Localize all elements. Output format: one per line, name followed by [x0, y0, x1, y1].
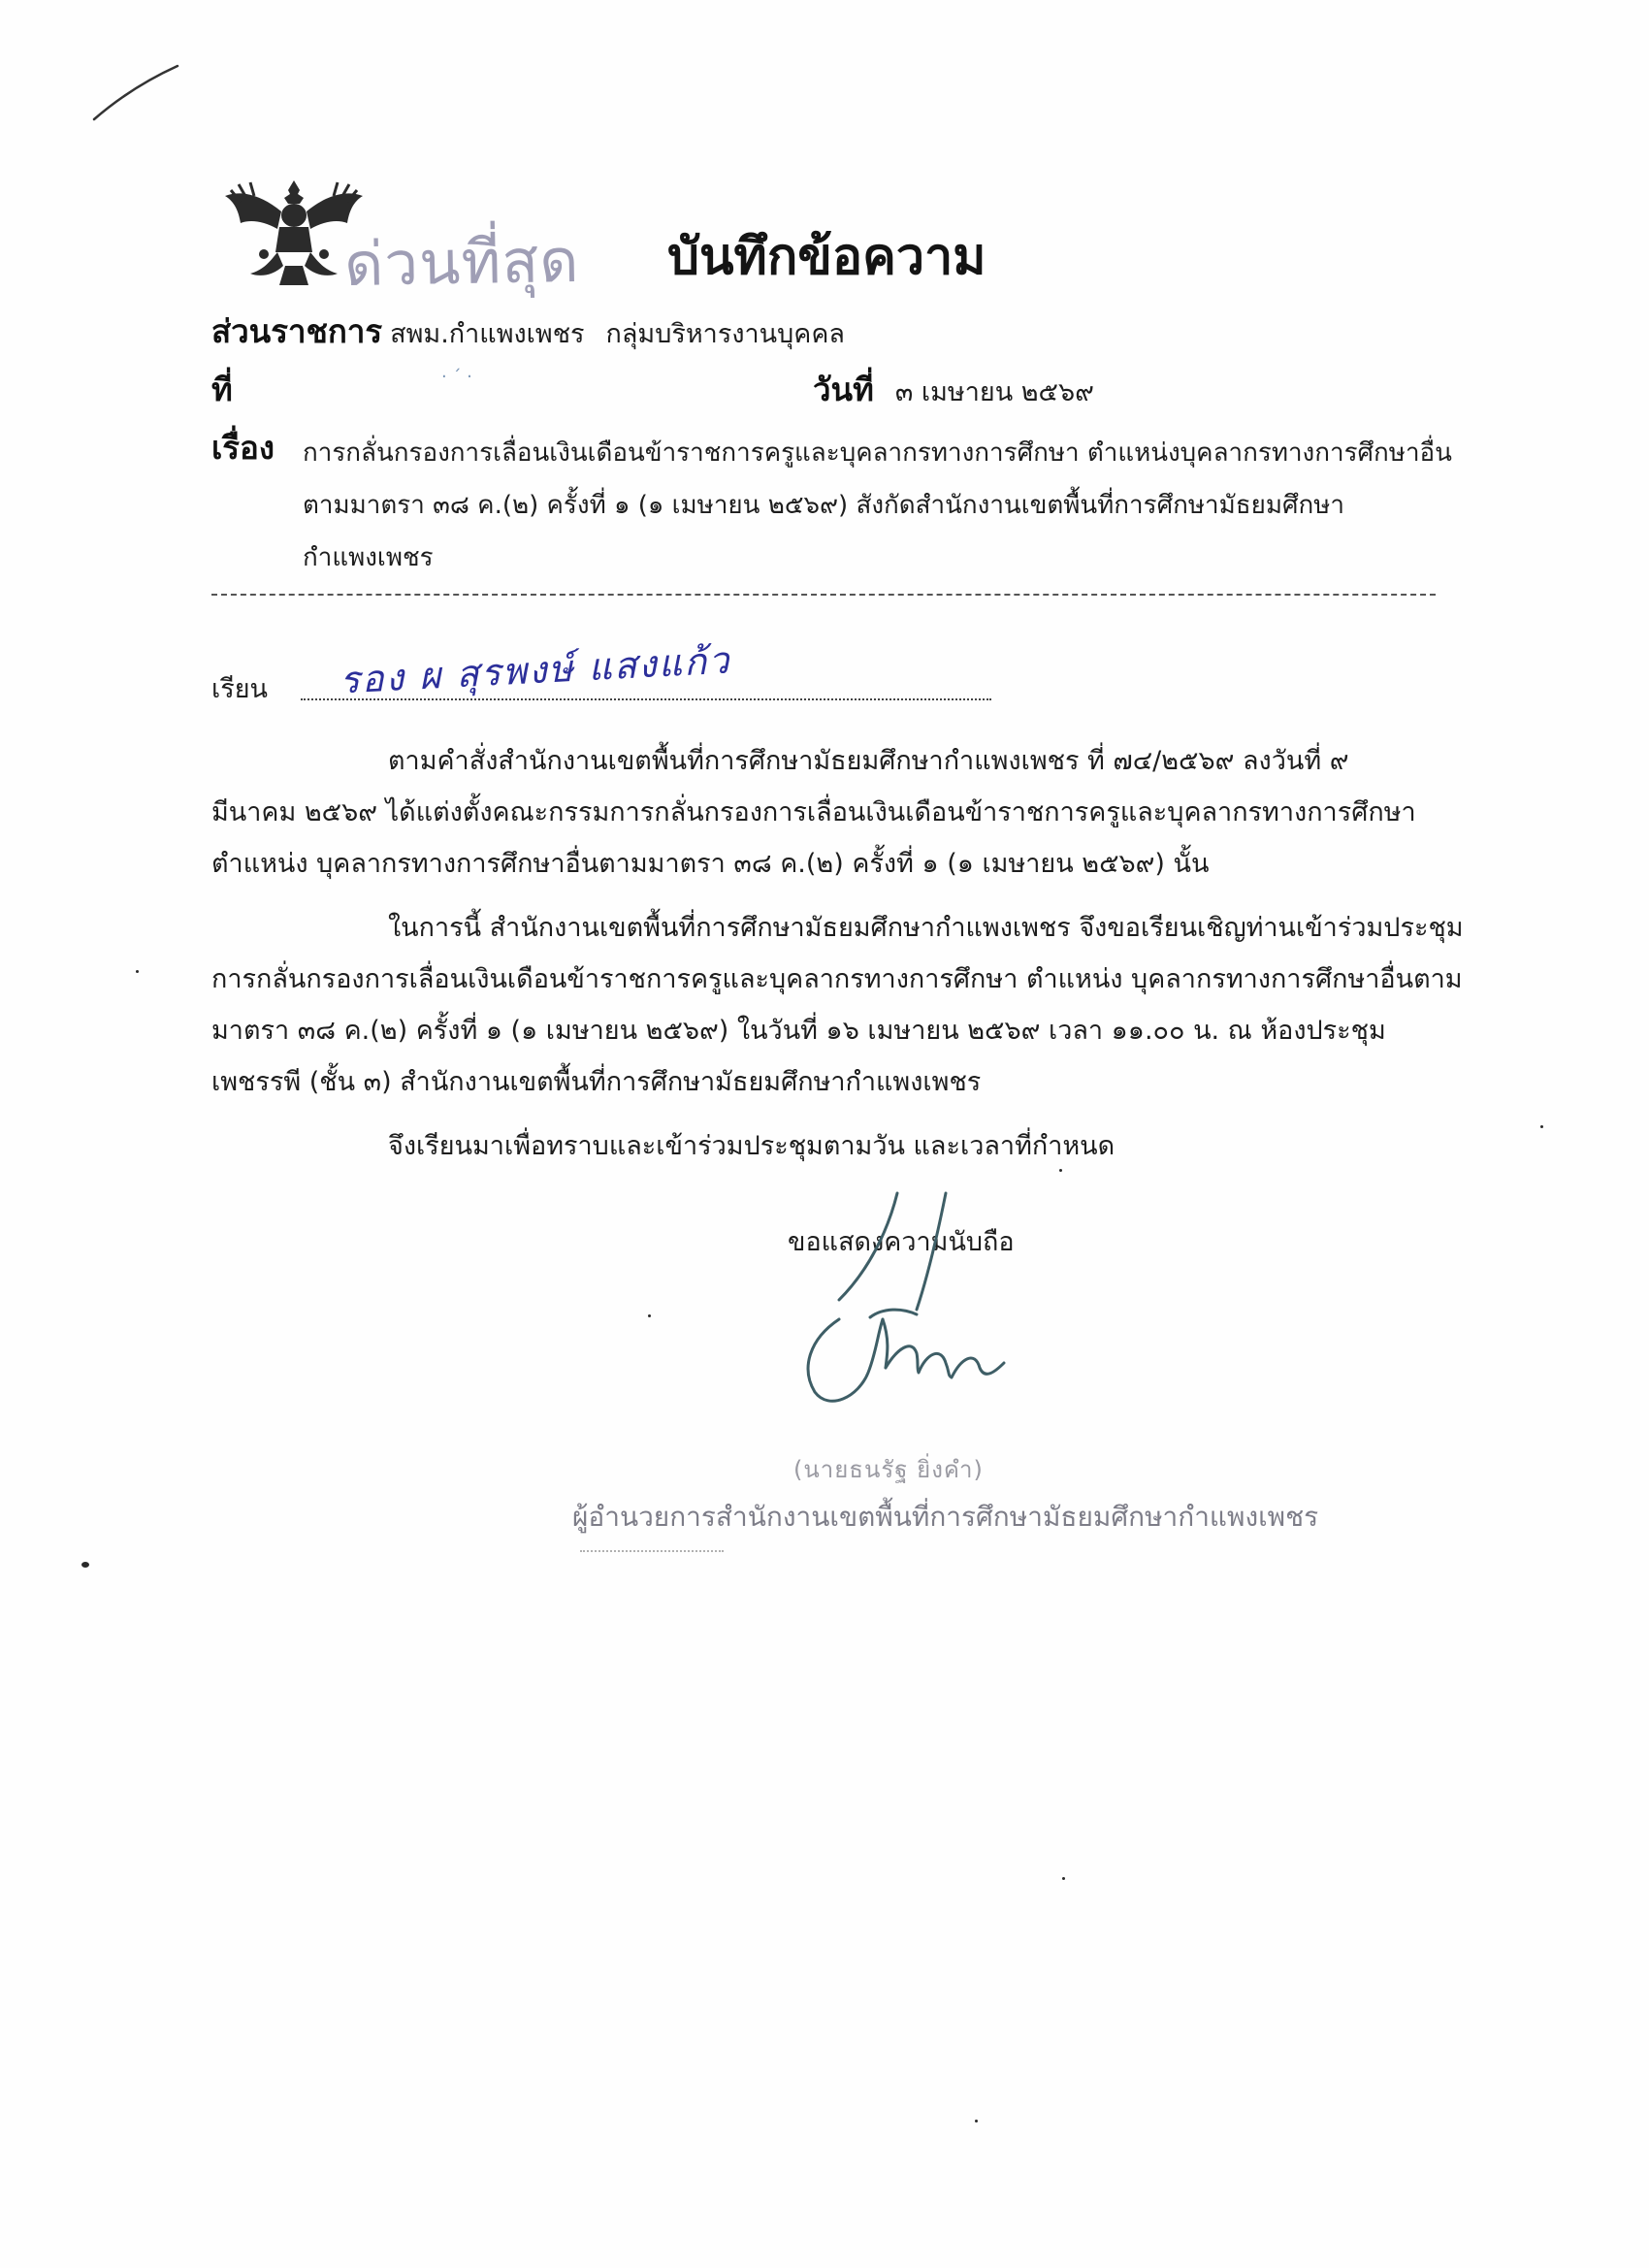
date-line: [813, 364, 1094, 415]
header-separator: [211, 594, 1436, 596]
body-line: ตำแหน่ง บุคลากรทางการศึกษาอื่นตามมาตรา ๓๘ ค.(๒) ครั้งที่ ๑ (๑ เมษายน ๒๕๖๙) นั้น: [211, 849, 1210, 879]
body-paragraph-3: [211, 1120, 1502, 1172]
date-label: วันที่: [813, 371, 874, 408]
body-paragraph-1: [211, 735, 1502, 890]
position-underline: [580, 1550, 724, 1552]
body-line: ในการนี้ สำนักงานเขตพื้นที่การศึกษามัธยมศึกษากำแพงเพชร จึงขอเรียนเชิญท่านเข้าร่วมประชุม: [388, 913, 1464, 943]
scan-speck: [975, 2120, 978, 2122]
subject-text: [303, 427, 1515, 584]
agency-group: กลุ่มบริหารงานบุคคล: [605, 319, 845, 349]
subject-line: กำแพงเพชร: [303, 543, 434, 572]
urgent-stamp: ด่วนที่สุด: [343, 224, 581, 301]
body-line: ตามคำสั่งสำนักงานเขตพื้นที่การศึกษามัธยมศึกษากำแพงเพชร ที่ ๗๔/๒๕๖๙ ลงวันที่ ๙: [388, 746, 1349, 776]
body-line: มีนาคม ๒๕๖๙ ได้แต่งตั้งคณะกรรมการกลั่นกรองการเลื่อนเงินเดือนข้าราชการครูและบุคลากรทางการศึกษา: [211, 797, 1416, 827]
body-line: การกลั่นกรองการเลื่อนเงินเดือนข้าราชการครูและบุคลากรทางการศึกษา ตำแหน่ง บุคลากรทางการศึกษาอื่นตาม: [211, 964, 1463, 994]
scan-speck: [648, 1314, 651, 1317]
agency-value: สพม.กำแพงเพชร: [390, 319, 585, 349]
scan-speck: [136, 970, 139, 973]
salutation-dotted-line: [301, 698, 991, 700]
document-number-value: · ´ ·: [441, 367, 472, 387]
body-line: มาตรา ๓๘ ค.(๒) ครั้งที่ ๑ (๑ เมษายน ๒๕๖๙) ในวันที่ ๑๖ เมษายน ๒๕๖๙ เวลา ๑๑.๐๐ น. ณ ห้องประชุม: [211, 1016, 1386, 1046]
agency-label: ส่วนราชการ: [211, 312, 383, 350]
subject-line: การกลั่นกรองการเลื่อนเงินเดือนข้าราชการครูและบุคลากรทางการศึกษา ตำแหน่งบุคลากรทางการศึกษาอื่น: [303, 438, 1452, 468]
scan-speck: [81, 1562, 89, 1568]
body-line: เพชรรพี (ชั้น ๓) สำนักงานเขตพื้นที่การศึกษามัธยมศึกษากำแพงเพชร: [211, 1067, 982, 1097]
date-value: ๓ เมษายน ๒๕๖๙: [894, 377, 1094, 407]
subject-line: ตามมาตรา ๓๘ ค.(๒) ครั้งที่ ๑ (๑ เมษายน ๒๕๖๙) สังกัดสำนักงานเขตพื้นที่การศึกษามัธยมศึกษา: [303, 491, 1344, 520]
closing-phrase: ขอแสดงความนับถือ: [788, 1227, 1015, 1257]
scan-speck: [1540, 1125, 1543, 1128]
corner-pen-mark: [92, 63, 179, 121]
scan-speck: [1062, 1877, 1065, 1880]
document-number-label: ที่: [211, 371, 233, 408]
salutation-label: เรียน: [211, 674, 269, 704]
agency-line: [211, 306, 845, 357]
memo-title: บันทึกข้อความ: [667, 228, 986, 286]
body-paragraph-2: [211, 902, 1502, 1108]
body-line: จึงเรียนมาเพื่อทราบและเข้าร่วมประชุมตามวัน และเวลาที่กำหนด: [388, 1131, 1116, 1161]
salutation-handwritten: รอง ผ สุรพงษ์ แสงแก้ว: [339, 638, 732, 702]
handwritten-signature: [771, 1174, 1062, 1445]
scan-speck: [1059, 1169, 1062, 1172]
subject-label: เรื่อง: [211, 429, 275, 467]
signer-name: (นายธนรัฐ ยิ่งคำ): [793, 1456, 984, 1483]
signer-position: ผู้อำนวยการสำนักงานเขตพื้นที่การศึกษามัธยมศึกษากำแพงเพชร: [572, 1501, 1319, 1533]
